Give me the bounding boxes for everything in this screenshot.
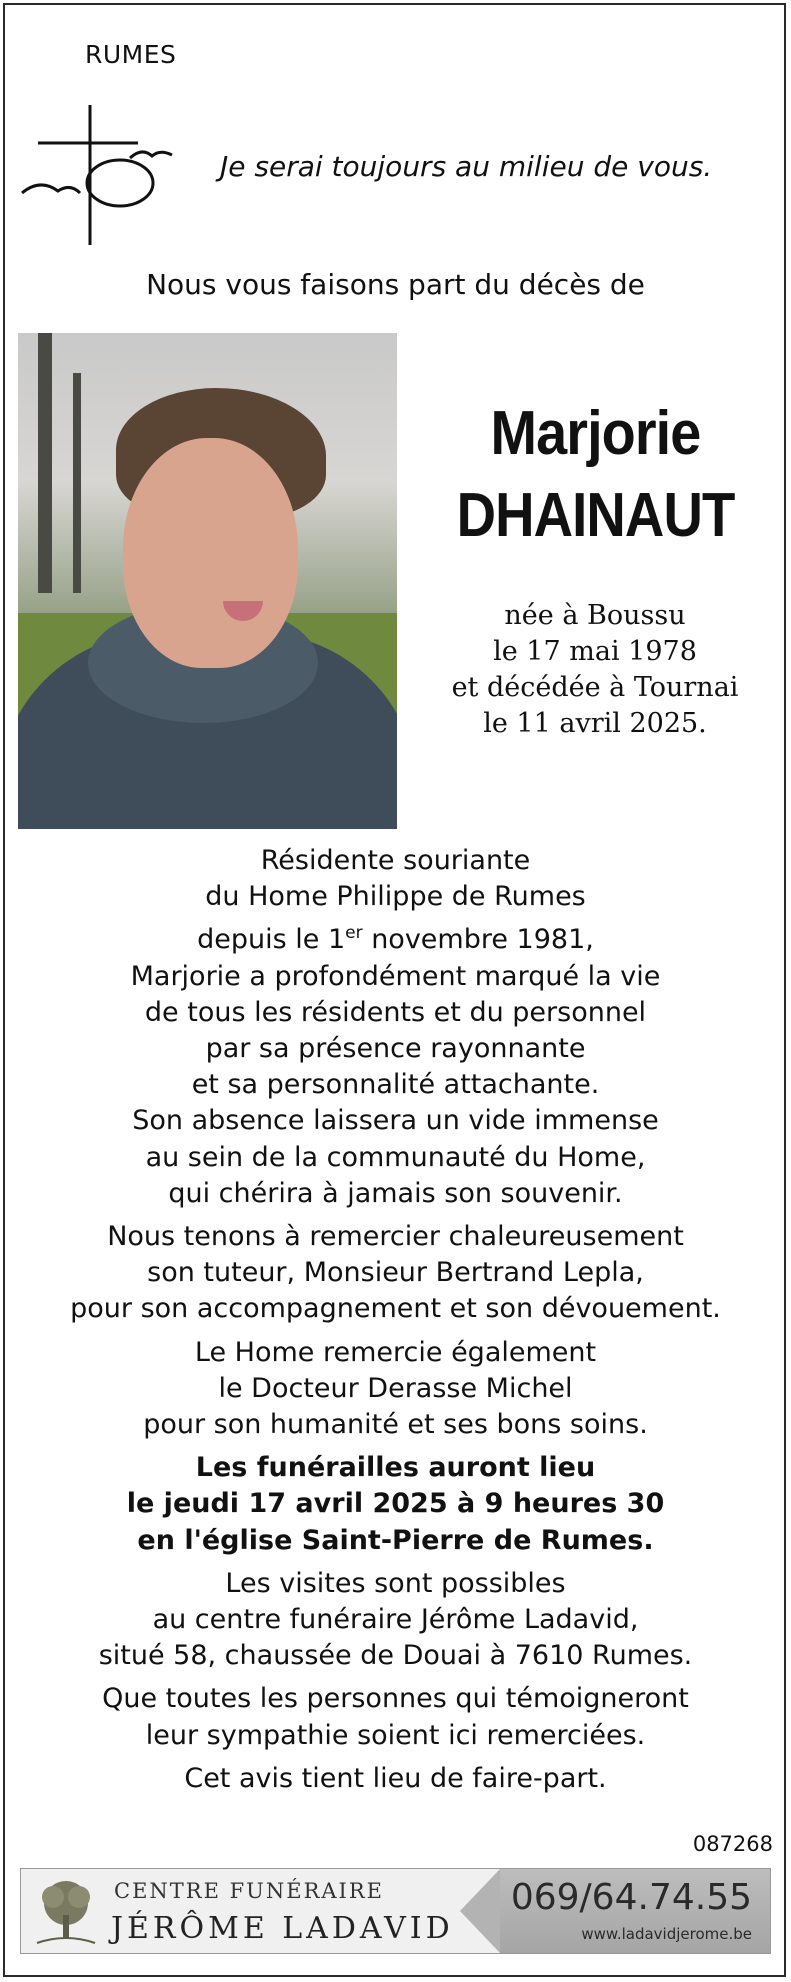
text-line: Le Home remercie également	[194, 1336, 597, 1368]
text-line: son tuteur, Monsieur Bertrand Lepla,	[147, 1257, 644, 1289]
text-line: au sein de la communauté du Home,	[145, 1141, 646, 1173]
paragraph-visits	[0, 1566, 791, 1675]
funeral-home-banner	[20, 1868, 771, 1954]
banner-title: CENTRE FUNÉRAIRE	[114, 1879, 384, 1903]
text-line: et sa personnalité attachante.	[191, 1069, 600, 1101]
paragraph-thanks-doctor	[0, 1335, 791, 1444]
banner-name: JÉRÔME LADAVID	[111, 1911, 454, 1946]
date-line: le 17 mai 1978	[493, 636, 697, 667]
text-line: leur sympathie soient ici remerciées.	[145, 1719, 646, 1751]
deceased-photo	[18, 333, 397, 829]
text-line: novembre 1981,	[362, 924, 594, 956]
date-line: et décédée à Tournai	[451, 672, 739, 703]
paragraph-funeral-details	[0, 1450, 791, 1559]
ordinal-suffix: er	[345, 923, 363, 944]
paragraph-closing	[0, 1761, 791, 1797]
text-line: le Docteur Derasse Michel	[218, 1372, 573, 1404]
last-name: DHAINAUT	[456, 481, 735, 550]
banner-phone: 069/64.74.55	[510, 1877, 752, 1918]
motto: Je serai toujours au milieu de vous.	[220, 150, 713, 183]
text-line: Nous tenons à remercier chaleureusement	[107, 1221, 684, 1253]
text-line: Son absence laissera un vide immense	[132, 1105, 659, 1137]
text-line: situé 58, chaussée de Douai à 7610 Rumes.	[98, 1640, 693, 1672]
text-line: Marjorie a profondément marqué la vie	[130, 960, 661, 992]
text-line: qui chérira à jamais son souvenir.	[168, 1177, 623, 1209]
text-line: depuis le 1	[197, 924, 346, 956]
paragraph-tribute	[0, 843, 791, 1212]
notice-body	[0, 843, 791, 1804]
text-line: du Home Philippe de Rumes	[205, 881, 586, 913]
text-line: Cet avis tient lieu de faire-part.	[184, 1762, 607, 1794]
text-line: en l'église Saint-Pierre de Rumes.	[137, 1524, 654, 1556]
birth-death-details	[410, 598, 780, 742]
text-line: Résidente souriante	[260, 845, 531, 876]
date-line: née à Boussu	[504, 600, 686, 631]
text-line: au centre funéraire Jérôme Ladavid,	[152, 1604, 639, 1636]
date-line: le 11 avril 2025.	[483, 708, 707, 739]
text-line: le jeudi 17 avril 2025 à 9 heures 30	[126, 1488, 665, 1520]
text-line: Que toutes les personnes qui témoigneront	[102, 1683, 689, 1715]
text-line: par sa présence rayonnante	[205, 1033, 586, 1065]
cross-with-birds-icon	[20, 103, 175, 248]
town-label: RUMES	[85, 40, 177, 69]
banner-website: www.ladavidjerome.be	[581, 1925, 752, 1943]
text-line: Les funérailles auront lieu	[195, 1452, 596, 1484]
paragraph-thanks-tutor	[0, 1219, 791, 1328]
intro-text: Nous vous faisons part du décès de	[146, 268, 645, 301]
tree-logo-icon	[31, 1875, 101, 1949]
first-name: Marjorie	[490, 399, 701, 468]
text-line: pour son humanité et ses bons soins.	[143, 1409, 648, 1441]
text-line: Les visites sont possibles	[225, 1567, 566, 1599]
text-line: de tous les résidents et du personnel	[144, 996, 647, 1028]
paragraph-sympathy	[0, 1681, 791, 1753]
reference-number: 087268	[692, 1832, 773, 1856]
text-line: pour son accompagnement et son dévouement.	[70, 1293, 721, 1325]
